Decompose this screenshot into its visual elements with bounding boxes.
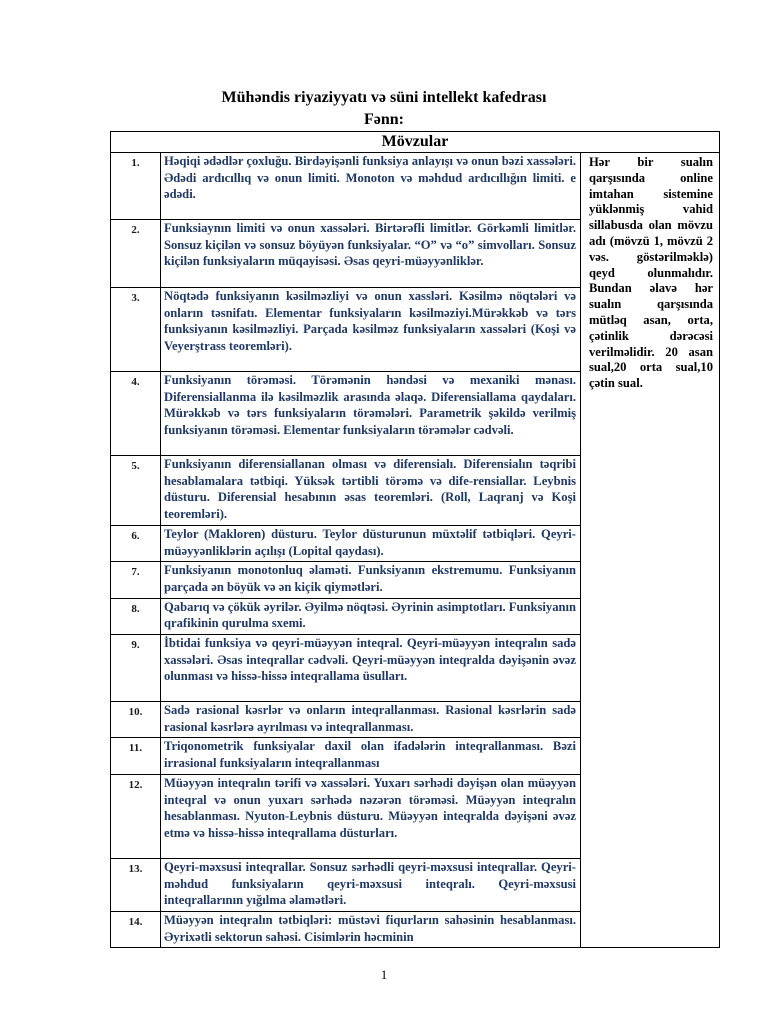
topic-text: Triqonometrik funksiyalar daxil olan ifadələrin inteqrallanması. Bəzi irrasional funksiyaların inteqrallanması — [161, 738, 581, 774]
topic-text: Funksiyanın törəməsi. Törəmənin həndəsi və mexaniki mənası. Diferensiallanma ilə kəsilməzlik arasında əlaqə. Diferensiallama qaydaları. Mürəkkəb və tərs funksiyaların törəmələri. Parametrik şəkildə verilmiş funksiyanın törəməsi. Elementar funksiyaların törəmələr cədvəli. — [161, 372, 581, 456]
topic-number: 14. — [111, 911, 161, 947]
table-row — [111, 153, 720, 220]
column-header: Mövzular — [111, 132, 720, 153]
topic-number: 7. — [111, 562, 161, 598]
exam-instructions-note: Hər bir sualın qarşısında online imtahan sistemine yüklənmiş vahid sillabusda olan mövzu adı (mövzü 1, mövzü 2 vəs. göstərilməklə) qeyd olunmalıdır. Bundan əlavə hər sualın qarşısında mütləq asan, orta, çətinlik dərəcəsi verilməlidir. 20 asan sual,20 orta sual,10 çətin sual. — [581, 153, 720, 948]
topic-number: 6. — [111, 525, 161, 561]
topic-text: Qabarıq və çökük əyrilər. Əyilmə nöqtəsi. Əyrinin asimptotları. Funksiyanın qrafikinin qurulma sxemi. — [161, 598, 581, 634]
topic-text: Teylor (Makloren) düsturu. Teylor düsturunun müxtəlif tətbiqləri. Qeyri-müəyyənliklərin açılışı (Lopital qaydası). — [161, 525, 581, 561]
topic-text: Funksiyanın monotonluq əlaməti. Funksiyanın ekstremumu. Funksiyanın parçada ən böyük və ən kiçik qiymətləri. — [161, 562, 581, 598]
department-title: Mühəndis riyaziyyatı və süni intellekt kafedrası — [221, 89, 547, 106]
topic-number: 2. — [111, 220, 161, 288]
topic-number: 5. — [111, 456, 161, 526]
topic-number: 10. — [111, 702, 161, 738]
topic-number: 9. — [111, 635, 161, 702]
topic-text: Sadə rasional kəsrlər və onların inteqrallanması. Rasional kəsrlərin sadə rasional kəsrlərə ayrılması və inteqrallanması. — [161, 702, 581, 738]
topic-number: 3. — [111, 288, 161, 372]
topic-number: 1. — [111, 153, 161, 220]
topic-number: 12. — [111, 774, 161, 858]
topic-text: Müəyyən inteqralın tətbiqləri: müstəvi fiqurların sahəsinin hesablanması. Əyrixətli sektorun sahəsi. Cisimlərin həcminin — [161, 911, 581, 947]
topic-text: İbtidai funksiya və qeyri-müəyyən inteqral. Qeyri-müəyyən inteqralın sadə xassələri. Əsas inteqrallar cədvəli. Qeyri-müəyyən inteqralda dəyişənin əvəz olunması və hissə-hissə inteqrallama üsulları. — [161, 635, 581, 702]
subject-label: Fənn: — [364, 111, 404, 128]
topics-table — [110, 131, 720, 948]
page-number: 1 — [380, 967, 388, 982]
table-header-row — [111, 132, 720, 153]
topic-number: 8. — [111, 598, 161, 634]
topic-text: Müəyyən inteqralın tərifi və xassələri. Yuxarı sərhədi dəyişən olan müəyyən inteqral və onun yuxarı sərhədə nəzərən törəməsi. Müəyyən inteqralın hesablanması. Nyuton-Leybnis düsturu. Müəyyən inteqralda dəyişəni əvəz etmə və hissə-hissə inteqrallama düsturları. — [161, 774, 581, 858]
topic-text: Həqiqi ədədlər çoxluğu. Birdəyişənli funksiya anlayışı və onun bəzi xassələri. Ədədi ardıcıllıq və onun limiti. Monoton və məhdud ardıcıllığın limiti. e ədədi. — [161, 153, 581, 220]
topic-text: Funksiyanın diferensiallanan olması və diferensialı. Diferensialın təqribi hesablamalara tətbiqi. Yüksək tərtibli törəmə və dife-rensiallar. Leybnis düsturu. Diferensial hesabının əsas teoremləri. (Roll, Laqranj və Koşi teoremləri). — [161, 456, 581, 526]
topic-number: 11. — [111, 738, 161, 774]
topic-text: Qeyri-məxsusi inteqrallar. Sonsuz sərhədli qeyri-məxsusi inteqrallar. Qeyri-məhdud funksiyaların qeyri-məxsusi inteqralı. Qeyri-məxsusi inteqrallarının yığılma əlamətləri. — [161, 858, 581, 911]
topic-number: 13. — [111, 858, 161, 911]
topic-text: Funksiaynın limiti və onun xassələri. Birtərəfli limitlər. Görkəmli limitlər. Sonsuz kiçilən və sonsuz böyüyən funksiyalar. “O” və “o” simvolları. Sonsuz kiçilən funksiyaların müqayisəsi. Əsas qeyri-müəyyənliklər. — [161, 220, 581, 288]
topic-text: Nöqtədə funksiyanın kəsilməzliyi və onun xassləri. Kəsilmə nöqtələri və onların təsnifatı. Elementar funksiyaların kəsilməziyi.Mürəkkəb və tərs funksiyanın kəsilməzliyi. Parçada kəsilməz funksiyaların xassələri (Koşi və Veyerştrass teoremləri). — [161, 288, 581, 372]
topic-number: 4. — [111, 372, 161, 456]
